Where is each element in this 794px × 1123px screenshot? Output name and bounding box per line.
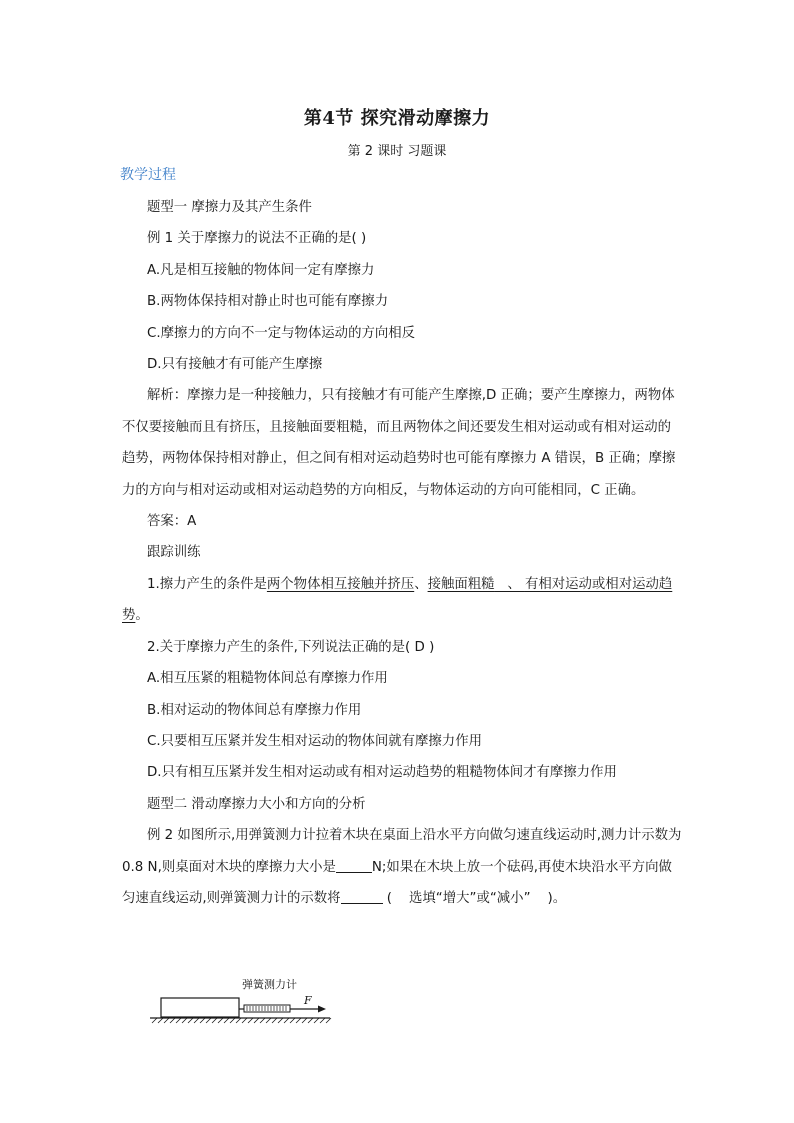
example2-text-1: 例 2 如图所示,用弹簧测力计拉着木块在桌面上沿水平方向做匀速直线运动时,测力计示数为 0.8 N,则桌面对木块的摩擦力大小是 (122, 828, 682, 875)
lesson-subtitle: 第 2 课时 习题课 (347, 144, 447, 159)
q1-end: 。 (135, 608, 149, 624)
example1-option-a: A.凡是相互接触的物体间一定有摩擦力 (147, 262, 375, 278)
wooden-block (161, 998, 239, 1017)
force-arrow-head (318, 1006, 326, 1013)
example2-blank-2 (341, 889, 383, 904)
example1-analysis: 解析：摩擦力是一种接触力，只有接触才有可能产生摩擦,D 正确；要产生摩擦力，两物体不仅要接触而且有挤压，且接触面要粗糙，而且两物体之间还要发生相对运动或有相对运动的趋势，两物体保持相对静止，但之间有相对运动趋势时也可能有摩擦力 A 错误，B 正确；摩擦力的方向与相对运动或相对运动趋势的方向相反，与物体运动的方向可能相同，C 正确。 (122, 388, 676, 498)
example1-option-b: B.两物体保持相对静止时也可能有摩擦力 (147, 294, 389, 310)
practice-q2-option-c: C.只要相互压紧并发生相对运动的物体间就有摩擦力作用 (147, 733, 482, 749)
table-hatching (152, 1018, 331, 1023)
practice-q2-option-a: A.相互压紧的粗糙物体间总有摩擦力作用 (147, 671, 388, 687)
q1-answer-3: 有相对运动或相对运动趋势 (122, 576, 673, 624)
example1-option-d: D.只有接触才有可能产生摩擦 (147, 357, 323, 373)
example1-question: 例 1 关于摩擦力的说法不正确的是( ) (147, 231, 367, 247)
example2-text-3: ( 选填“增大”或“减小” )。 (382, 890, 567, 906)
q1-gap: 、 (494, 576, 525, 592)
example2-blank-1 (336, 858, 372, 873)
spring-scale-label: 弹簧测力计 (242, 978, 297, 991)
type2-heading: 题型二 滑动摩擦力大小和方向的分析 (147, 796, 366, 812)
example2-text-2: N;如果在木块上放一个砝码,再使木块沿水平方向做匀速直线运动,则弹簧测力计的示数将 (122, 859, 672, 906)
spring-scale-figure (148, 974, 338, 1034)
example2-question (122, 820, 682, 914)
document-body (122, 192, 682, 914)
q1-separator: 、 (414, 576, 428, 592)
force-label: F (304, 994, 312, 1007)
q1-answer-2: 接触面粗糙 (427, 576, 495, 592)
type1-heading: 题型一 摩擦力及其产生条件 (147, 200, 312, 215)
q1-prefix: 1.擦力产生的条件是 (147, 576, 267, 592)
practice-q2-option-d: D.只有相互压紧并发生相对运动或有相对运动趋势的粗糙物体间才有摩擦力作用 (147, 765, 617, 781)
example1-option-c: C.摩擦力的方向不一定与物体运动的方向相反 (147, 325, 416, 341)
section-heading: 教学过程 (120, 167, 176, 183)
practice-q1 (122, 569, 682, 632)
practice-q2-option-b: B.相对运动的物体间总有摩擦力作用 (147, 702, 362, 718)
q1-answer-1: 两个物体相互接触并挤压 (266, 576, 415, 592)
lesson-title: 第4节 探究滑动摩擦力 (303, 108, 491, 129)
example1-answer: 答案：A (147, 514, 197, 530)
practice-heading: 跟踪训练 (147, 545, 201, 561)
practice-q2: 2.关于摩擦力产生的条件,下列说法正确的是( D ) (147, 639, 435, 655)
